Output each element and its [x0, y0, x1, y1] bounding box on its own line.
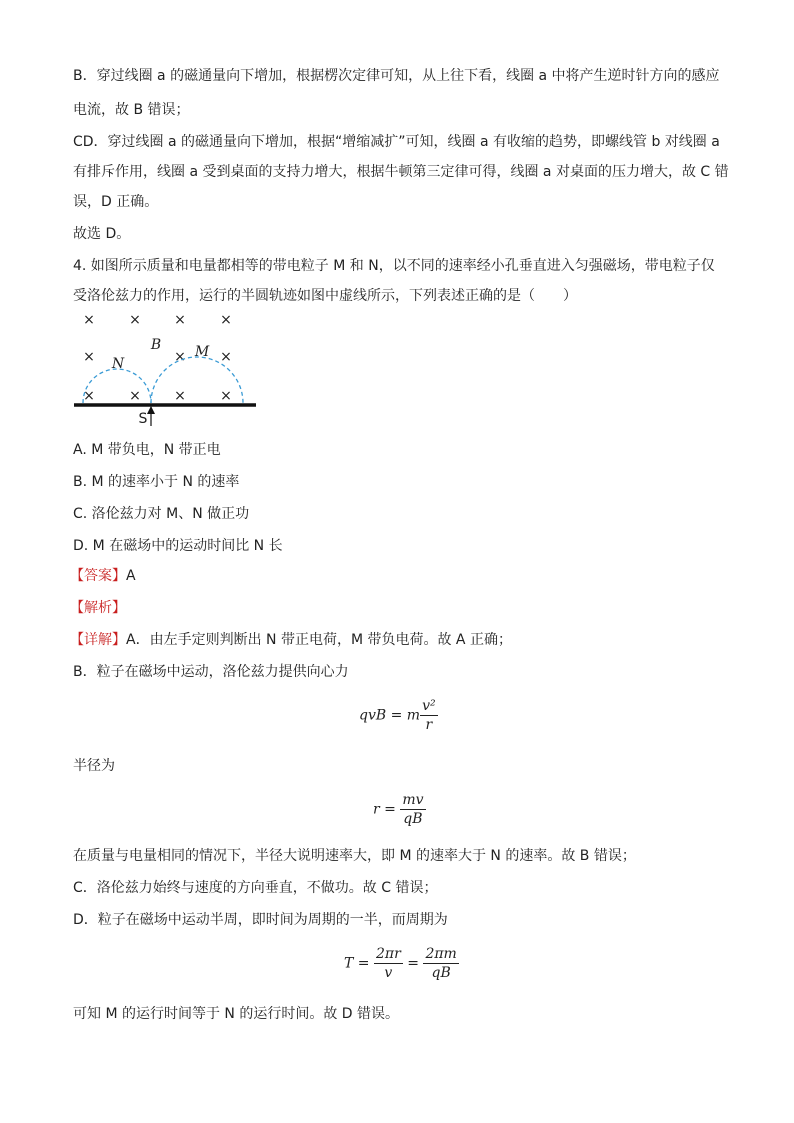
text-line: 半径为: [73, 758, 115, 774]
label-m: M: [194, 344, 210, 360]
field-cross: ×: [220, 388, 232, 404]
magnetic-field-diagram: [70, 306, 270, 426]
field-cross: ×: [220, 349, 232, 365]
equation-period: T = $\frac{2\pi r}{v}$ = $\frac{2\pi m}{qB}$: [344, 946, 457, 981]
analysis-heading: 【解析】: [70, 600, 126, 616]
option-d: D. M 在磁场中的运动时间比 N 长: [73, 538, 283, 554]
text-line: 电流，故 B 错误；: [73, 102, 190, 118]
field-cross: ×: [220, 312, 232, 328]
field-cross: ×: [174, 388, 186, 404]
equation-centripetal: qvB = m $\frac{\text{v²}}{r}$: [359, 698, 436, 733]
text-line: 在质量与电量相同的情况下，半径大说明速率大，即 M 的速率大于 N 的速率。故 B 错误；: [73, 848, 636, 864]
field-cross: ×: [83, 312, 95, 328]
label-b: B: [150, 337, 162, 353]
detail-line: [70, 630, 512, 650]
label-n: N: [111, 356, 125, 372]
field-cross: ×: [174, 312, 186, 328]
field-cross: ×: [129, 312, 141, 328]
answer-tag: 【答案】: [70, 568, 126, 584]
option-a: A. M 带负电，N 带正电: [73, 442, 221, 458]
text-line: C．洛伦兹力始终与速度的方向垂直，不做功。故 C 错误；: [73, 880, 438, 896]
answer-line: [70, 566, 136, 586]
field-cross: ×: [129, 388, 141, 404]
detail-tag: 【详解】: [70, 632, 126, 648]
text-line: CD．穿过线圈 a 的磁通量向下增加，根据“增缩减扩”可知，线圈 a 有收缩的趋势，即螺线管 b 对线圈 a: [73, 134, 720, 150]
field-cross: ×: [174, 349, 186, 365]
entry-arrow-head: [147, 406, 155, 414]
question-4-stem: 受洛伦兹力的作用，运行的半圆轨迹如图中虚线所示，下列表述正确的是（ ）: [73, 288, 577, 304]
text-line: 误，D 正确。: [73, 194, 159, 210]
option-c: C. 洛伦兹力对 M、N 做正功: [73, 506, 250, 522]
text-line: B．粒子在磁场中运动，洛伦兹力提供向心力: [73, 664, 349, 680]
question-4-stem: 4. 如图所示质量和电量都相等的带电粒子 M 和 N，以不同的速率经小孔垂直进入匀强磁场，带电粒子仅: [73, 258, 715, 274]
text-line: B．穿过线圈 a 的磁通量向下增加，根据楞次定律可知，从上往下看，线圈 a 中将产生逆时针方向的感应: [73, 68, 720, 84]
equation-radius: r = $\frac{mv}{qB}$: [373, 792, 424, 827]
option-b: B. M 的速率小于 N 的速率: [73, 474, 240, 490]
text-line: D．粒子在磁场中运动半周，即时间为周期的一半，而周期为: [73, 912, 448, 928]
detail-text: A．由左手定则判断出 N 带正电荷，M 带负电荷。故 A 正确；: [126, 632, 512, 648]
field-cross: ×: [83, 349, 95, 365]
field-cross: ×: [83, 388, 95, 404]
text-line: 故选 D。: [73, 226, 131, 242]
text-line: 有排斥作用，线圈 a 受到桌面的支持力增大，根据牛顿第三定律可得，线圈 a 对桌面的压力增大，故 C 错: [73, 164, 729, 180]
answer-value: A: [126, 568, 136, 584]
label-s: S: [138, 411, 148, 426]
text-line: 可知 M 的运行时间等于 N 的运行时间。故 D 错误。: [73, 1006, 400, 1022]
